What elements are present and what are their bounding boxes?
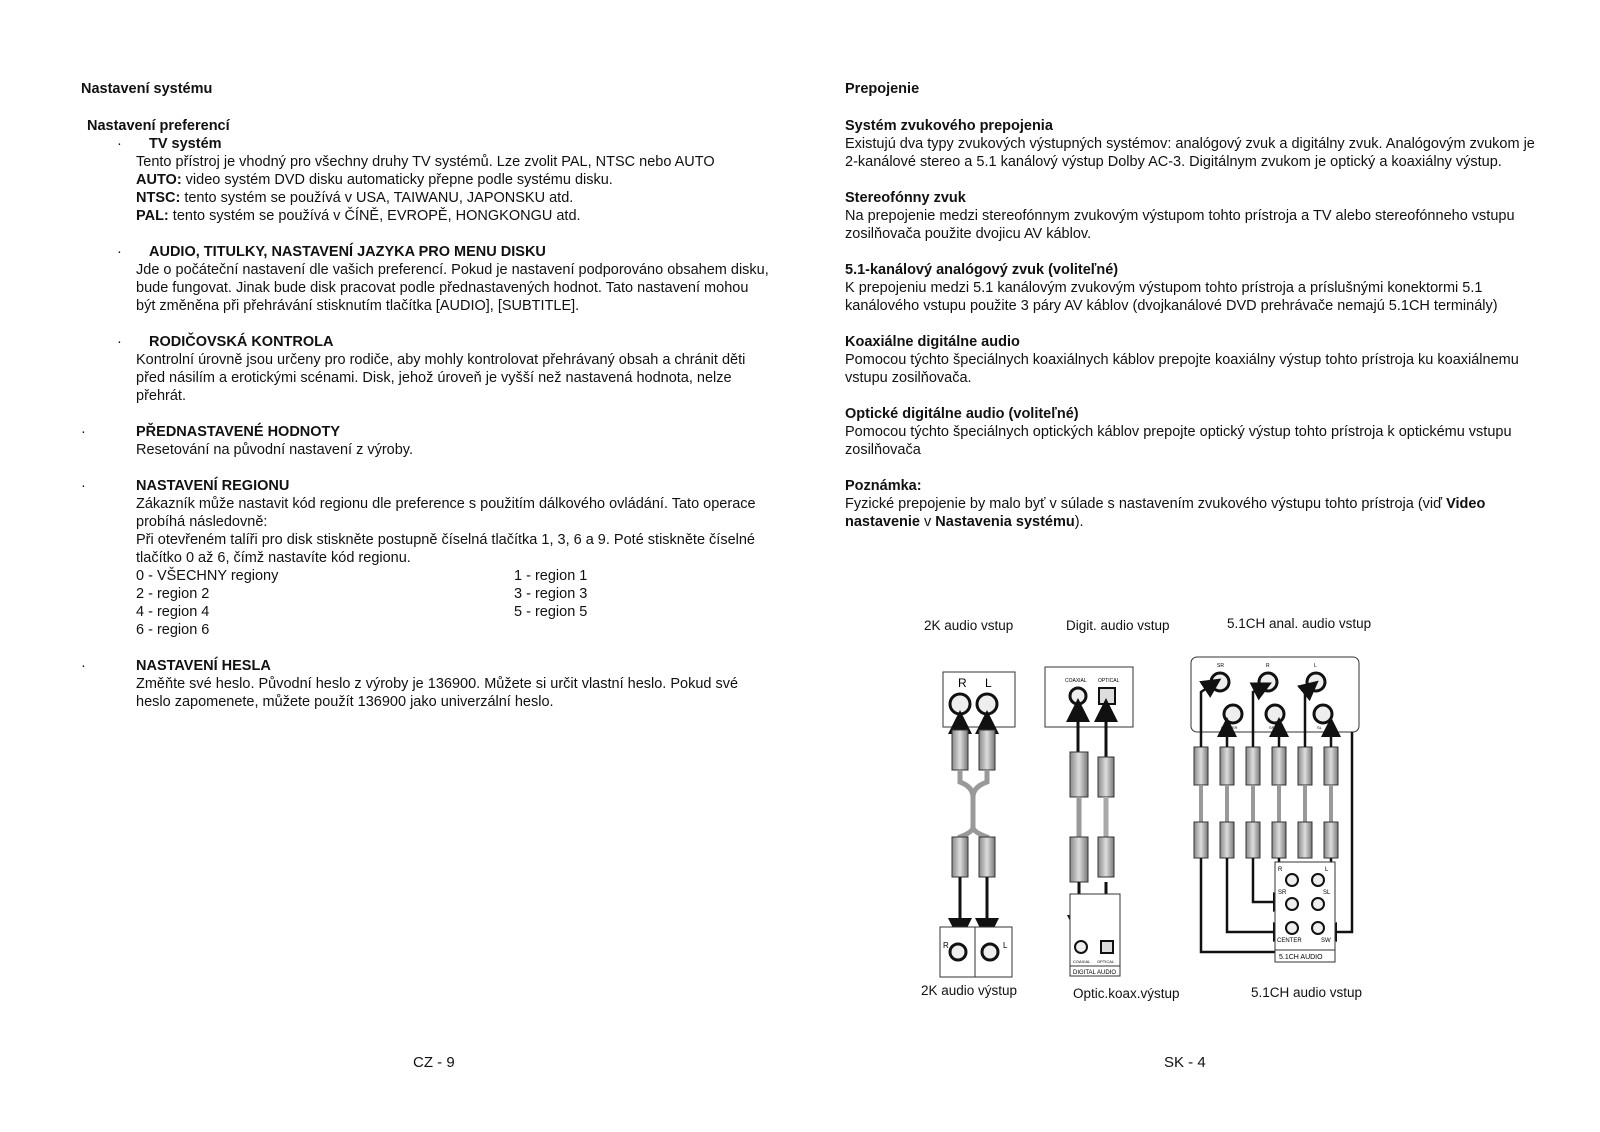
right-page <box>845 80 1535 531</box>
region-item: 4 - region 4 <box>136 604 210 620</box>
left-title: Nastavení systému <box>81 81 213 97</box>
svg-text:R: R <box>1266 663 1270 669</box>
password-heading: NASTAVENÍ HESLA <box>136 658 271 674</box>
password-section <box>81 657 771 711</box>
bullet-dot: · <box>117 136 122 152</box>
section-stereo <box>845 189 1535 243</box>
svg-text:L: L <box>1314 663 1317 669</box>
digital-audio-out-panel <box>1070 894 1120 976</box>
region-section <box>81 477 771 639</box>
digital-audio-in-panel <box>1045 667 1133 727</box>
bullet-dot: · <box>81 478 86 494</box>
section-text: Existujú dva typy zvukových výstupných systémov: analógový zvuk a digitálny zvuk. Analógovým zvukom je 2-kanálové stereo a 5.1 kanálový výstup Dolby AC-3. Digitálnym zvukom je optický a koaxiálny výstup. <box>845 136 1535 170</box>
defaults-heading: PŘEDNASTAVENÉ HODNOTY <box>136 424 341 440</box>
label-2k-audio-out: 2K audio výstup <box>921 983 1018 998</box>
tv-system-text: Tento přístroj je vhodný pro všechny druhy TV systémů. Lze zvolit PAL, NTSC nebo AUTO <box>136 154 715 170</box>
svg-text:COAXIAL: COAXIAL <box>1065 678 1087 684</box>
section-text: Na prepojenie medzi stereofónnym zvukovým výstupom tohto prístroja a TV alebo stereofónneho vstupu zosilňovača použite dvojicu AV káblov. <box>845 208 1515 242</box>
section-51 <box>845 261 1535 315</box>
2k-audio-in-panel <box>943 672 1015 727</box>
label-optic-coax-out: Optic.koax.výstup <box>1073 986 1180 1001</box>
bullet-dot: · <box>81 658 86 674</box>
diagram-drawing <box>915 632 1425 1002</box>
svg-text:R: R <box>943 941 949 950</box>
section-audio-system <box>845 117 1535 171</box>
section-text: Pomocou týchto špeciálnych koaxiálnych káblov prepojte koaxiálny výstup tohto prístroja ku koaxiálnemu vstupu zosilňovača. <box>845 352 1519 386</box>
defaults-section <box>81 423 771 459</box>
svg-text:SR: SR <box>1278 890 1287 896</box>
parental-section <box>81 333 771 405</box>
bullet-dot: · <box>117 244 122 260</box>
bullet-dot: · <box>117 334 122 350</box>
tv-system-section <box>81 135 771 225</box>
right-title: Prepojenie <box>845 81 920 97</box>
svg-text:5.1CH AUDIO: 5.1CH AUDIO <box>1279 954 1323 961</box>
parental-heading: RODIČOVSKÁ KONTROLA <box>149 334 334 350</box>
label-2k-audio-in: 2K audio vstup <box>924 618 1014 633</box>
tv-system-heading: TV systém <box>149 136 222 152</box>
region-item: 3 - region 3 <box>514 586 588 602</box>
section-heading: Systém zvukového prepojenia <box>845 118 1053 134</box>
preferences-subtitle: Nastavení preferencí <box>87 118 230 134</box>
section-text: Pomocou týchto špeciálnych optických káblov prepojte optický výstup tohto prístroja k optickému vstupu zosilňovača <box>845 424 1512 458</box>
parental-text: Kontrolní úrovně jsou určeny pro rodiče, aby mohly kontrolovat přehrávaný obsah a chránit děti před násilím a erotickými scénami. Disk, jehož úroveň je vyšší než nastavená hodnota, nelze přehrát. <box>136 352 746 404</box>
region-item: 2 - region 2 <box>136 586 210 602</box>
svg-text:DIGITAL AUDIO: DIGITAL AUDIO <box>1073 970 1117 976</box>
region-list <box>81 567 771 639</box>
audio-heading: AUDIO, TITULKY, NASTAVENÍ JAZYKA PRO MENU DISKU <box>149 244 546 260</box>
svg-text:L: L <box>1325 867 1329 873</box>
2k-cable-assembly <box>952 722 995 930</box>
region-item: 0 - VŠECHNY regiony <box>136 568 279 584</box>
region-item: 6 - region 6 <box>136 622 210 638</box>
right-page-number: SK - 4 <box>1164 1054 1206 1071</box>
svg-text:SR: SR <box>1269 725 1275 730</box>
svg-text:L: L <box>1003 941 1008 950</box>
tv-pal-line: PAL: tento systém se používá v ČÍNĚ, EVROPĚ, HONGKONGU atd. <box>136 208 581 224</box>
region-item: 1 - region 1 <box>514 568 588 584</box>
left-page-number: CZ - 9 <box>413 1054 455 1071</box>
svg-text:SL: SL <box>1317 725 1322 730</box>
2k-audio-out-panel <box>940 927 1012 977</box>
note-section <box>845 477 1535 531</box>
label-51ch-audio-in: 5.1CH anal. audio vstup <box>1227 616 1372 631</box>
note-heading: Poznámka: <box>845 478 922 494</box>
section-heading: Optické digitálne audio (voliteľné) <box>845 406 1079 422</box>
password-text: Změňte své heslo. Původní heslo z výroby je 136900. Můžete si určit vlastní heslo. Pokud své heslo zapomenete, můžete použít 136900 jako univerzální heslo. <box>136 676 739 710</box>
51ch-audio-in-panel <box>1191 657 1359 732</box>
svg-text:R: R <box>1278 867 1283 873</box>
tv-auto-line: AUTO: video systém DVD disku automaticky přepne podle systému disku. <box>136 172 613 188</box>
svg-text:COAXIAL: COAXIAL <box>1073 959 1091 964</box>
section-text: K prepojeniu medzi 5.1 kanálovým zvukovým výstupom tohto prístroja a príslušnými konektormi 5.1 kanálového vstupu použite 3 páry AV káblov (dvojkanálové DVD prehrávače nemajú 5.1CH terminály) <box>845 280 1498 314</box>
svg-text:SL: SL <box>1323 890 1331 896</box>
region-item: 5 - region 5 <box>514 604 588 620</box>
tv-ntsc-line: NTSC: tento systém se používá v USA, TAIWANU, JAPONSKU atd. <box>136 190 574 206</box>
region-text-1: Zákazník může nastavit kód regionu dle preference s použitím dálkového ovládání. Tato operace probíhá následovně: <box>136 496 756 530</box>
section-heading: Koaxiálne digitálne audio <box>845 334 1020 350</box>
label-digit-audio-in: Digit. audio vstup <box>1066 618 1170 633</box>
section-heading: 5.1-kanálový analógový zvuk (voliteľné) <box>845 262 1119 278</box>
audio-section <box>81 243 771 315</box>
51ch-audio-out-panel <box>1275 862 1335 962</box>
section-coaxial <box>845 333 1535 387</box>
label-51ch-audio-out: 5.1CH audio vstup <box>1251 985 1363 1000</box>
section-optical <box>845 405 1535 459</box>
left-page <box>81 80 771 711</box>
region-heading: NASTAVENÍ REGIONU <box>136 478 290 494</box>
jack-label-l: L <box>985 676 992 690</box>
svg-text:SR: SR <box>1217 663 1224 669</box>
connection-diagram <box>915 610 1425 1010</box>
audio-text: Jde o počáteční nastavení dle vašich preferencí. Pokud je nastavení podporováno obsahem disku, bude fungovat. Jinak bude disk pracovat podle přednastavených hodnot. Tato nastavení mohou být změněna při přehrávání stisknutím tlačítka [AUDIO], [SUBTITLE]. <box>136 262 769 314</box>
bullet-dot: · <box>81 424 86 440</box>
jack-label-r: R <box>958 676 967 690</box>
svg-text:OPTICAL: OPTICAL <box>1098 678 1120 684</box>
svg-text:SW: SW <box>1321 938 1331 944</box>
svg-text:CENTER: CENTER <box>1277 938 1302 944</box>
svg-text:CENTER: CENTER <box>1221 725 1238 730</box>
defaults-text: Resetování na původní nastavení z výroby. <box>136 442 414 458</box>
region-text-2: Při otevřeném talíři pro disk stiskněte postupně číselná tlačítka 1, 3, 6 a 9. Poté stiskněte číselné tlačítko 0 až 6, čímž nastavíte kód regionu. <box>136 532 755 566</box>
svg-text:OPTICAL: OPTICAL <box>1097 959 1115 964</box>
section-heading: Stereofónny zvuk <box>845 190 966 206</box>
note-text: Fyzické prepojenie by malo byť v súlade s nastavením zvukového výstupu tohto prístroja (viď Video nastavenie v Nastavenia systému). <box>845 496 1486 530</box>
